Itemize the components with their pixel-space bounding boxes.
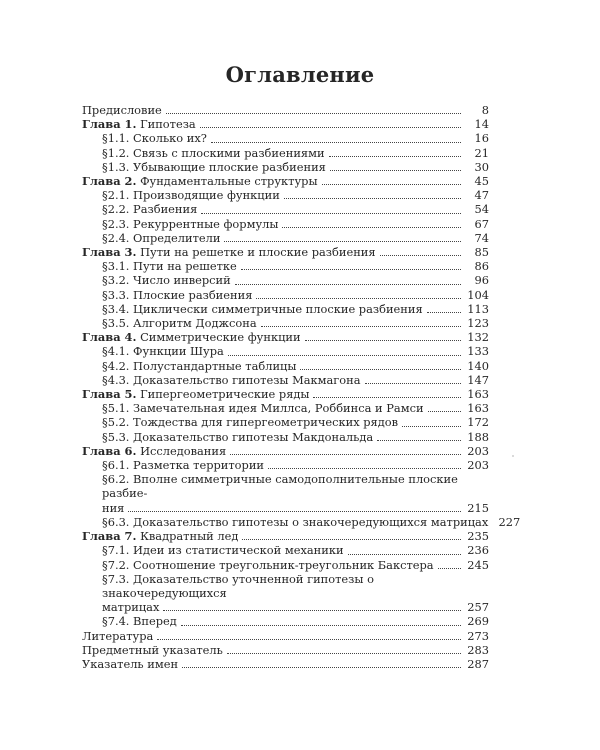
toc-entry-label — [82, 117, 196, 131]
toc-chapter-entry[interactable] — [82, 117, 489, 131]
toc-section-entry[interactable] — [82, 373, 489, 387]
toc-entry-label: §5.3. Доказательство гипотезы Макдональда — [102, 429, 374, 444]
toc-entry-label — [82, 245, 376, 259]
toc-chapter-entry[interactable] — [82, 444, 489, 458]
toc-page-number: 227 — [498, 514, 521, 529]
toc-entry-label — [82, 444, 226, 458]
toc-page-number: 215 — [467, 500, 489, 515]
toc-page-number: 8 — [481, 103, 489, 117]
toc-leader-dots — [256, 297, 461, 299]
toc-leader-dots — [380, 254, 461, 256]
toc-entry-label: Предметный указатель — [82, 642, 223, 657]
toc-chapter-entry[interactable] — [82, 245, 489, 259]
toc-leader-dots — [166, 112, 461, 114]
toc-entry-line2 — [82, 501, 489, 515]
toc-chapter-number: Глава 4. — [82, 330, 137, 345]
toc-leader-dots — [365, 382, 461, 384]
toc-leader-dots — [228, 354, 461, 356]
toc-leader-dots — [284, 197, 461, 199]
toc-section-entry[interactable] — [82, 202, 489, 216]
toc-leader-dots — [227, 652, 461, 654]
toc-entry-label: Указатель имен — [82, 656, 179, 671]
toc-entry-label — [82, 529, 238, 543]
toc-page-number: 172 — [467, 415, 489, 430]
toc-section-entry[interactable] — [82, 316, 489, 330]
toc-leader-dots — [268, 467, 461, 469]
toc-entry-label-line2: ния — [102, 500, 125, 515]
toc-section-entry[interactable] — [82, 288, 489, 302]
toc-entry-label: §2.1. Производящие функции — [102, 188, 280, 203]
toc-section-entry[interactable] — [82, 146, 489, 160]
toc-section-entry[interactable] — [82, 401, 489, 415]
toc-entry-label: §3.5. Алгоритм Доджсона — [102, 316, 257, 331]
toc-entry-label: §1.3. Убывающие плоские разбиения — [102, 159, 326, 174]
toc-chapter-entry[interactable] — [82, 330, 489, 344]
toc-chapter-title: Пути на решетке и плоские разбиения — [140, 245, 376, 260]
toc-entry-label: §7.4. Вперед — [102, 614, 177, 629]
toc-leader-dots — [128, 510, 461, 512]
toc-chapter-number: Глава 5. — [82, 387, 137, 402]
toc-entry-label: Предисловие — [82, 103, 162, 117]
toc-leader-dots — [300, 368, 461, 370]
toc-leader-dots — [235, 283, 461, 285]
toc-page-number: 188 — [467, 429, 489, 444]
toc-entry-label: Литература — [82, 628, 154, 643]
toc-page-number: 74 — [474, 230, 489, 245]
toc-leader-dots — [402, 425, 461, 427]
table-of-contents — [82, 103, 521, 671]
toc-entry[interactable] — [82, 657, 489, 671]
toc-leader-dots — [348, 553, 461, 555]
toc-section-entry[interactable] — [82, 217, 489, 231]
toc-section-entry[interactable] — [82, 231, 489, 245]
toc-chapter-entry[interactable] — [82, 174, 489, 188]
toc-page-number: 163 — [467, 387, 489, 402]
toc-page-number: 113 — [467, 301, 489, 316]
toc-page-number: 203 — [467, 443, 489, 458]
toc-chapter-title: Квадратный лед — [140, 529, 239, 544]
toc-page-number: 203 — [467, 458, 489, 473]
toc-leader-dots — [163, 609, 461, 611]
toc-entry-label: §2.4. Определители — [102, 230, 221, 245]
toc-page-number: 54 — [474, 202, 489, 217]
page-title: Оглавление — [225, 62, 375, 87]
toc-page-number: 140 — [467, 358, 489, 373]
toc-page-number: 104 — [467, 287, 489, 302]
toc-entry[interactable] — [82, 629, 489, 643]
toc-entry-label — [82, 387, 309, 401]
toc-section-entry[interactable] — [82, 514, 521, 529]
toc-entry-label-line1: §6.2. Вполне симметричные самодополнительные плоские разбие- — [102, 472, 458, 501]
toc-page-number: 163 — [467, 401, 489, 416]
toc-page-number: 86 — [474, 259, 489, 274]
toc-leader-dots — [438, 567, 461, 569]
toc-entry-label: §4.1. Функции Шура — [102, 344, 224, 359]
toc-leader-dots — [329, 155, 461, 157]
toc-section-entry[interactable] — [82, 614, 489, 628]
toc-page-number: 133 — [467, 344, 489, 359]
toc-chapter-number: Глава 7. — [82, 529, 137, 544]
toc-entry-line2 — [82, 600, 489, 614]
toc-page-number: 47 — [474, 188, 489, 203]
toc-chapter-title: Фундаментальные структуры — [140, 174, 318, 189]
toc-entry-label: §7.2. Соотношение треугольник-треугольник Бакстера — [102, 557, 434, 572]
toc-entry[interactable] — [82, 103, 489, 117]
toc-leader-dots — [377, 439, 461, 441]
toc-entry-label: §2.2. Разбиения — [102, 202, 198, 217]
toc-entry[interactable] — [82, 643, 489, 657]
toc-chapter-title: Гипотеза — [140, 117, 196, 132]
toc-leader-dots — [182, 666, 461, 668]
toc-section-entry[interactable] — [82, 415, 489, 429]
toc-page-number: 287 — [467, 656, 489, 671]
toc-page-number: 257 — [467, 600, 489, 615]
toc-entry-two-line[interactable] — [82, 472, 489, 515]
toc-leader-dots — [428, 410, 461, 412]
toc-chapter-number: Глава 1. — [82, 117, 137, 132]
toc-entry-label — [82, 330, 301, 344]
toc-leader-dots — [230, 453, 461, 455]
toc-entry-label: §6.1. Разметка территории — [102, 458, 265, 473]
toc-leader-dots — [427, 311, 461, 313]
toc-leader-dots — [313, 396, 461, 398]
toc-entry-label: §4.2. Полустандартные таблицы — [102, 358, 297, 373]
toc-entry-label: §7.1. Идеи из статистической механики — [102, 543, 344, 558]
toc-page-number: 123 — [467, 316, 489, 331]
toc-entry-label: §6.3. Доказательство гипотезы о знакочередующихся матрицах — [102, 514, 489, 529]
toc-page-number: 236 — [467, 543, 489, 558]
toc-entry-label: §5.1. Замечательная идея Миллса, Роббинса и Рамси — [102, 401, 424, 416]
toc-entry-label: §2.3. Рекуррентные формулы — [102, 216, 279, 231]
toc-page-number: 235 — [467, 529, 489, 544]
toc-section-entry[interactable] — [82, 543, 489, 557]
toc-entry-label: §5.2. Тождества для гипергеометрических рядов — [102, 415, 399, 430]
toc-chapter-number: Глава 3. — [82, 245, 137, 260]
toc-section-entry[interactable] — [82, 558, 489, 572]
toc-chapter-title: Исследования — [140, 443, 227, 458]
toc-chapter-number: Глава 6. — [82, 443, 137, 458]
toc-section-entry[interactable] — [82, 302, 489, 316]
toc-page-number: 67 — [474, 216, 489, 231]
toc-entry-label: §3.3. Плоские разбиения — [102, 287, 253, 302]
toc-leader-dots — [157, 638, 461, 640]
toc-leader-dots — [241, 268, 461, 270]
toc-page-number: 147 — [467, 372, 489, 387]
toc-entry-label: §3.4. Циклически симметричные плоские разбиения — [102, 301, 423, 316]
toc-page-number: 16 — [474, 131, 489, 146]
toc-leader-dots — [224, 240, 461, 242]
toc-page-number: 30 — [474, 159, 489, 174]
toc-entry-label: §4.3. Доказательство гипотезы Макмагона — [102, 372, 361, 387]
toc-entry-label — [82, 174, 318, 188]
toc-page-number: 21 — [474, 145, 489, 160]
toc-page-number: 245 — [467, 557, 489, 572]
toc-section-entry[interactable] — [82, 131, 489, 145]
toc-section-entry[interactable] — [82, 344, 489, 358]
toc-section-entry[interactable] — [82, 273, 489, 287]
toc-entry-label-line1: §7.3. Доказательство уточненной гипотезы о знакочередующихся — [102, 571, 374, 600]
toc-section-entry[interactable] — [82, 359, 489, 373]
toc-page-number: 273 — [467, 628, 489, 643]
toc-entry-label: §3.1. Пути на решетке — [102, 259, 237, 274]
toc-page-number: 45 — [474, 174, 489, 189]
toc-page-number: 14 — [474, 117, 489, 132]
toc-chapter-number: Глава 2. — [82, 174, 137, 189]
toc-leader-dots — [242, 538, 461, 540]
toc-entry-label: §1.2. Связь с плоскими разбиениями — [102, 145, 325, 160]
toc-leader-dots — [200, 126, 461, 128]
toc-page-number: 85 — [474, 245, 489, 260]
toc-leader-dots — [201, 212, 461, 214]
toc-entry-two-line[interactable] — [82, 572, 489, 615]
toc-section-entry[interactable] — [82, 188, 489, 202]
toc-leader-dots — [322, 183, 461, 185]
toc-section-entry[interactable] — [82, 430, 489, 444]
toc-chapter-entry[interactable] — [82, 387, 489, 401]
toc-section-entry[interactable] — [82, 458, 489, 472]
toc-page-number: 269 — [467, 614, 489, 629]
toc-chapter-title: Симметрические функции — [140, 330, 301, 345]
toc-page-number: 96 — [474, 273, 489, 288]
toc-leader-dots — [330, 169, 461, 171]
toc-entry-label: §1.1. Сколько их? — [102, 131, 207, 146]
toc-leader-dots — [305, 339, 461, 341]
toc-section-entry[interactable] — [82, 160, 489, 174]
toc-page-number: 132 — [467, 330, 489, 345]
toc-entry-label: §3.2. Число инверсий — [102, 273, 231, 288]
toc-leader-dots — [181, 624, 461, 626]
toc-entry-label-line2: матрицах — [102, 600, 160, 615]
toc-leader-dots — [282, 226, 461, 228]
toc-page-number: 283 — [467, 642, 489, 657]
paper-speck — [512, 455, 514, 457]
toc-chapter-title: Гипергеометрические ряды — [140, 387, 310, 402]
toc-section-entry[interactable] — [82, 259, 489, 273]
toc-leader-dots — [261, 325, 461, 327]
toc-chapter-entry[interactable] — [82, 529, 489, 543]
toc-leader-dots — [211, 141, 461, 143]
